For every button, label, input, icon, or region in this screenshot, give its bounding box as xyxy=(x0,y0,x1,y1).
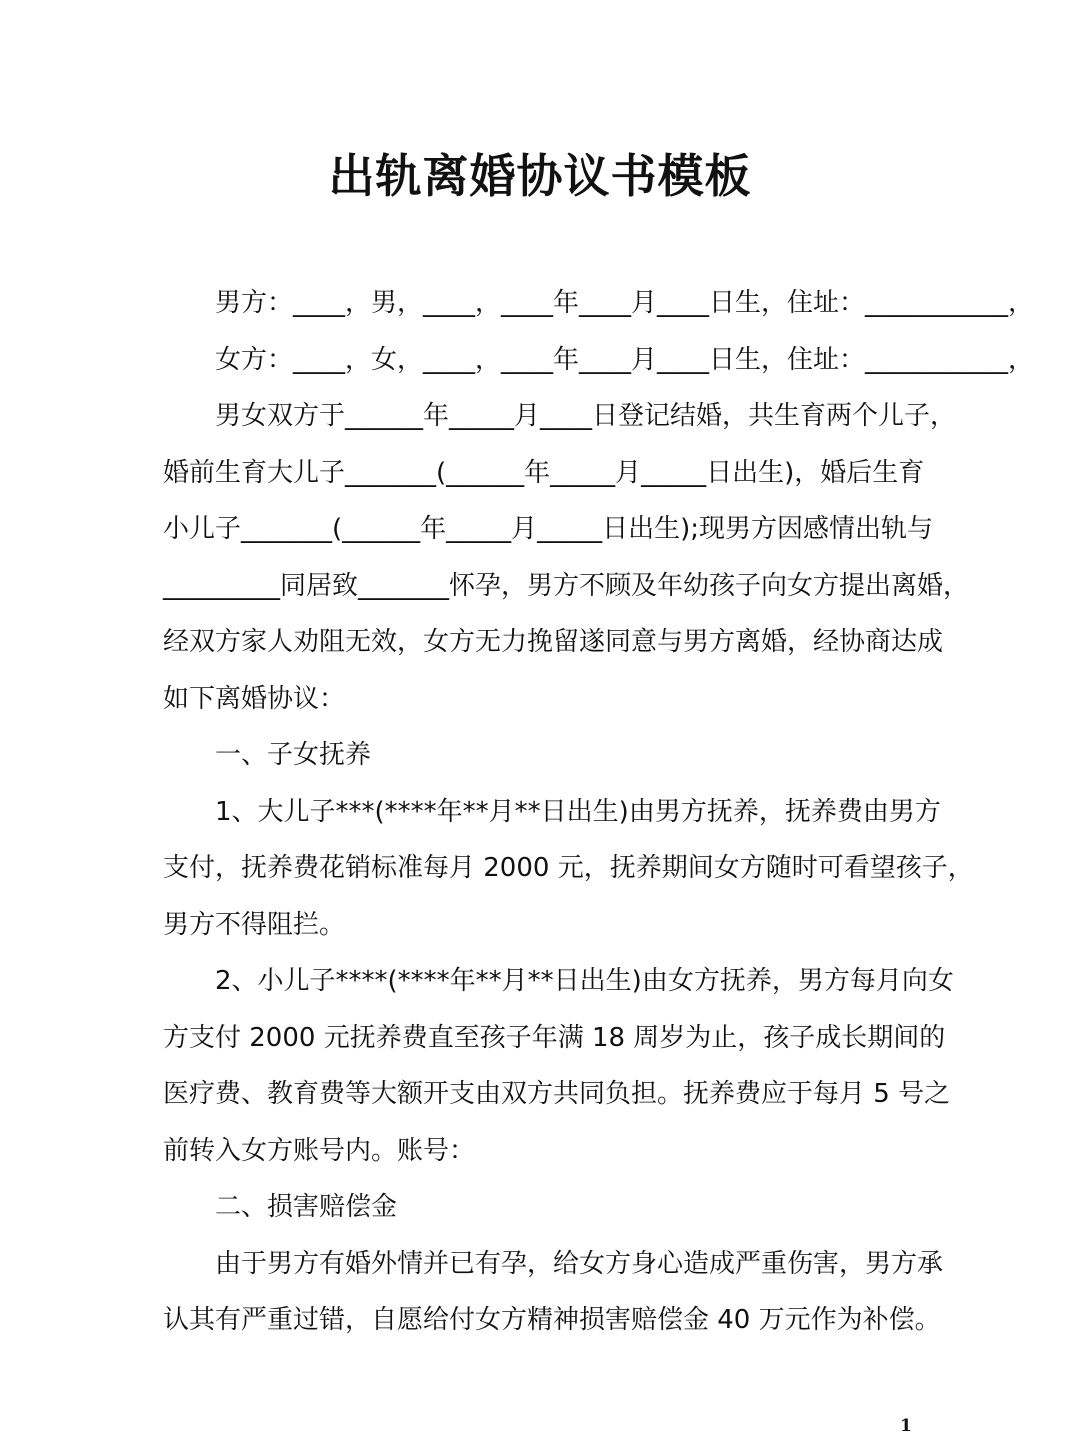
paragraph-line: 女方：____，女，____，____年____月____日生，住址：___________， xyxy=(215,344,1035,375)
document-title: 出轨离婚协议书模板 xyxy=(328,149,752,203)
paragraph-line: 经双方家人劝阻无效，女方无力挽留遂同意与男方离婚，经协商达成 xyxy=(163,627,944,657)
paragraph-line: 方支付 2000 元抚养费直至孩子年满 18 周岁为止，孩子成长期间的 xyxy=(163,1022,946,1053)
paragraph-line: 如下离婚协议： xyxy=(163,683,346,714)
paragraph-line: _________同居致_______怀孕，男方不顾及年幼孩子向女方提出离婚， xyxy=(163,570,970,601)
section-heading: 二、损害赔偿金 xyxy=(215,1192,398,1222)
section-heading: 一、子女抚养 xyxy=(215,740,372,770)
paragraph-line: 认其有严重过错，自愿给付女方精神损害赔偿金 40 万元作为补偿。 xyxy=(163,1305,941,1335)
paragraph-line: 支付，抚养费花销标准每月 2000 元，抚养期间女方随时可看望孩子， xyxy=(163,853,974,883)
page-number: 1 xyxy=(900,1416,912,1436)
paragraph-line: 2、小儿子****(****年**月**日出生)由女方抚养，男方每月向女 xyxy=(215,966,954,996)
paragraph-line: 由于男方有婚外情并已有孕，给女方身心造成严重伤害，男方承 xyxy=(215,1248,944,1279)
paragraph-line: 小儿子_______(______年_____月_____日出生);现男方因感情出轨与 xyxy=(163,514,934,544)
document-body xyxy=(163,280,1035,1354)
paragraph-line: 男女双方于______年_____月____日登记结婚，共生育两个儿子， xyxy=(215,401,957,431)
paragraph-line: 前转入女方账号内。账号： xyxy=(163,1135,476,1166)
paragraph-line: 1、大儿子***(****年**月**日出生)由男方抚养，抚养费由男方 xyxy=(215,796,941,827)
paragraph-line: 男方不得阻拦。 xyxy=(163,909,346,940)
paragraph-line: 医疗费、教育费等大额开支由双方共同负担。抚养费应于每月 5 号之 xyxy=(163,1079,951,1109)
paragraph-line: 婚前生育大儿子_______(______年_____月_____日出生)，婚后生育 xyxy=(163,457,925,488)
paragraph-line: 男方：____，男，____，____年____月____日生，住址：___________， xyxy=(215,288,1035,318)
